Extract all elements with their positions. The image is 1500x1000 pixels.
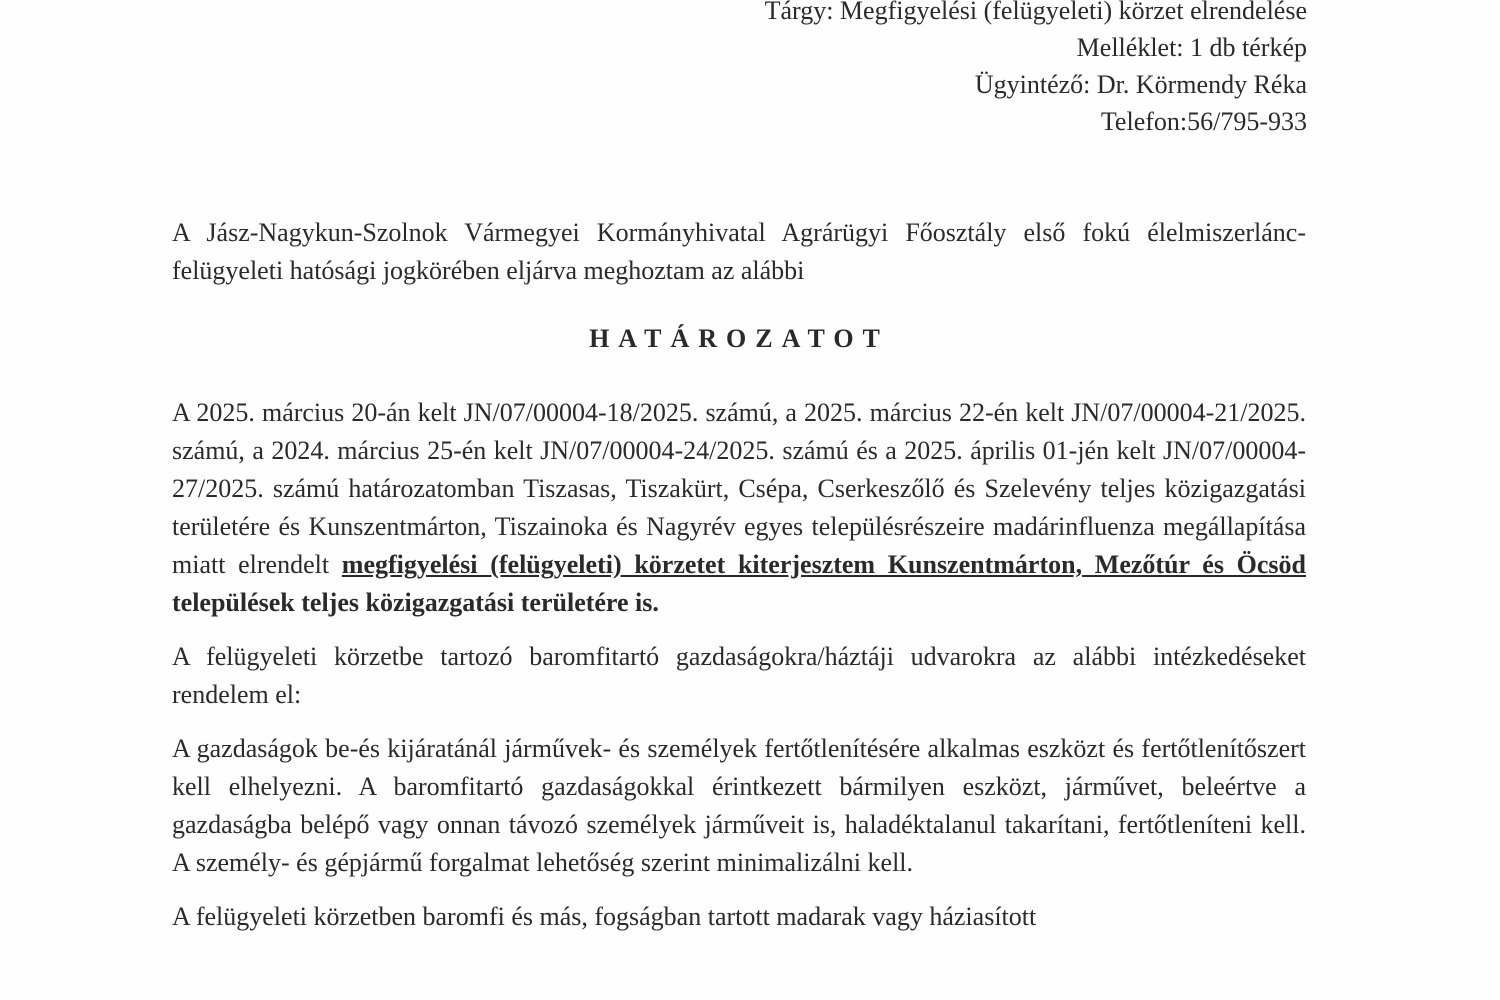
document-body xyxy=(172,214,1306,952)
attachment-line: Melléklet: 1 db térkép xyxy=(1076,33,1307,62)
disinfection-paragraph: A gazdaságok be-és kijáratánál járművek- és személyek fertőtlenítésére alkalmas eszközt és fertőtlenítőszert kell elhelyezni. A baromfitartó gazdaságokkal érintkezett bármilyen eszközt, járművet, beleértve a gazdaságba belépő vagy onnan távozó személyek járműveit is, haladéktalanul takarítani, fertőtleníteni kell. A személy- és gépjármű forgalmat lehetőség szerint minimalizálni kell. xyxy=(172,734,1306,877)
subject-line: Tárgy: Megfigyelési (felügyeleti) körzet elrendelése xyxy=(764,0,1307,25)
case-officer-line: Ügyintéző: Dr. Körmendy Réka xyxy=(974,70,1307,99)
phone-line: Telefon:56/795-933 xyxy=(1100,107,1307,136)
measures-intro-paragraph: A felügyeleti körzetbe tartozó baromfitartó gazdaságokra/háztáji udvarokra az alábbi intézkedéseket rendelem el: xyxy=(172,642,1306,709)
document-header xyxy=(765,0,1307,140)
decision-emphasis-underlined: megfigyelési (felügyeleti) körzetet kiterjesztem Kunszentmárton, Mezőtúr és Öcsöd xyxy=(341,550,1306,579)
poultry-paragraph: A felügyeleti körzetben baromfi és más, fogságban tartott madarak vagy háziasított xyxy=(172,902,1037,931)
decision-text: A 2025. március 20-án kelt JN/07/00004-18/2025. számú, a 2025. március 22-én kelt JN/07/00004-21/2025. számú, a 2024. március 25-én kelt JN/07/00004-24/2025. számú és a 2025. április 01-jén kelt JN/07/00004-27/2025. számú határozatomban Tiszasas, Tiszakürt, Csépa, Cserkeszőlő és Szelevény teljes közigazgatási területére és Kunszentmárton, Tiszainoka és Nagyrév egyes településrészeire madárinfluenza megállapítása miatt elrendelt xyxy=(172,398,1306,579)
intro-paragraph: A Jász-Nagykun-Szolnok Vármegyei Kormányhivatal Agrárügyi Főosztály első fokú élelmiszerlánc-felügyeleti hatósági jogkörében eljárva meghoztam az alábbi xyxy=(172,218,1306,285)
decision-paragraph xyxy=(172,394,1306,622)
decision-emphasis: települések teljes közigazgatási területére is. xyxy=(172,588,659,617)
decision-title: HATÁROZATOT xyxy=(589,324,889,353)
